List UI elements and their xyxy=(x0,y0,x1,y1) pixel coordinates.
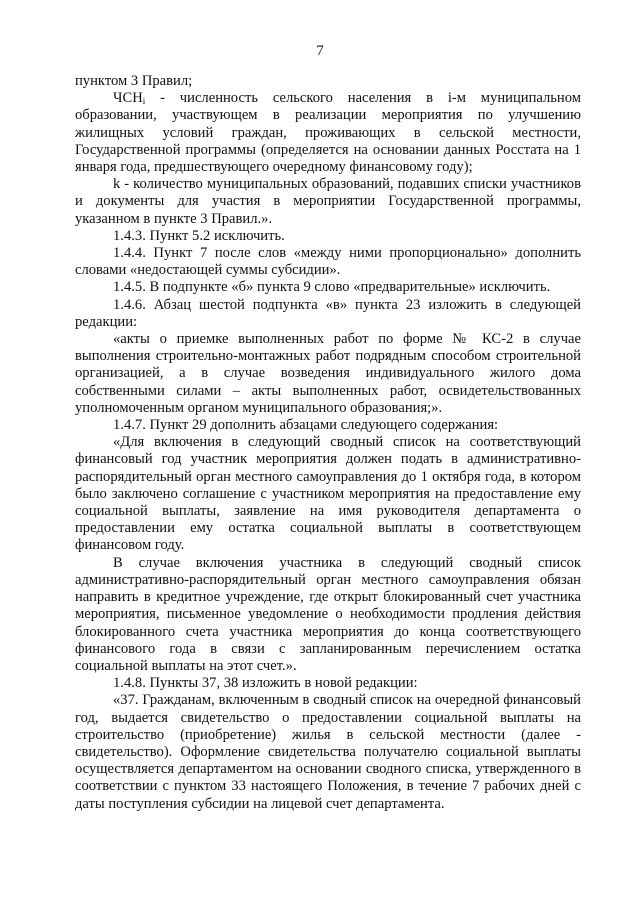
paragraph: 1.4.6. Абзац шестой подпункта «в» пункта 23 изложить в следующей редакции: xyxy=(75,296,581,330)
paragraph: «акты о приемке выполненных работ по форме № КС-2 в случае выполнения строительно-монтажных работ подрядным способом строительной организацией, а в случае возведения индивидуального жилого дома собственными силами – акты выполненных работ, освидетельствованных уполномоченным органом муниципального образования;». xyxy=(75,331,581,416)
paragraph: 1.4.5. В подпункте «б» пункта 9 слово «предварительные» исключить. xyxy=(113,279,551,296)
chsn-definition: - численность сельского населения в i-м муниципальном образовании, участвующем в реализации мероприятия по улучшению жилищных условий граждан, проживающих в сельской местности, Государственной программы (определяется на основании данных Росстата на 1 января года, предшествующего очередному финансовому году); xyxy=(75,90,581,176)
paragraph-chsn xyxy=(75,90,581,176)
paragraph: пунктом 3 Правил; xyxy=(75,73,193,89)
page-number: 7 xyxy=(316,43,324,59)
document-body xyxy=(75,73,581,813)
paragraph: k - количество муниципальных образований, подавших списки участников и документы для участия в мероприятии Государственной программы, указанном в пункте 3 Правил.». xyxy=(75,176,581,227)
paragraph: «37. Гражданам, включенным в сводный список на очередной финансовый год, выдается свидетельство о предоставлении социальной выплаты на строительство (приобретение) жилья в сельской местности (далее - свидетельство). Оформление свидетельства получателю социальной выплаты осуществляется департаментом на основании сводного списка, утвержденного в соответствии с пунктом 33 настоящего Положения, в течение 7 рабочих дней с даты поступления субсидии на лицевой счет департамента. xyxy=(75,692,581,812)
chsn-subscript: i xyxy=(142,96,146,107)
paragraph: 1.4.4. Пункт 7 после слов «между ними пропорционально» дополнить словами «недостающей суммы субсидии». xyxy=(75,245,581,279)
paragraph: «Для включения в следующий сводный список на соответствующий финансовый год участник мероприятия должен подать в административно-распорядительный орган местного самоуправления до 1 октября года, в котором было заключено соглашение с участником мероприятия на предоставление ему социальной выплаты, заявление на имя руководителя департамента о предоставлении ему остатка социальной выплаты в соответствующем финансовом году. xyxy=(75,434,581,554)
chsn-symbol: ЧСН xyxy=(113,90,143,107)
paragraph: 1.4.7. Пункт 29 дополнить абзацами следующего содержания: xyxy=(113,417,499,434)
paragraph: В случае включения участника в следующий сводный список административно-распорядительный орган местного самоуправления обязан направить в кредитное учреждение, где открыт блокированный счет участника мероприятия, письменное уведомление о необходимости продления действия блокированного счета участника мероприятия до конца соответствующего финансового года в связи с запланированным перечислением остатка социальной выплаты на этот счет.». xyxy=(75,554,581,674)
paragraph: 1.4.3. Пункт 5.2 исключить. xyxy=(113,227,285,244)
paragraph: 1.4.8. Пункты 37, 38 изложить в новой редакции: xyxy=(113,675,418,692)
